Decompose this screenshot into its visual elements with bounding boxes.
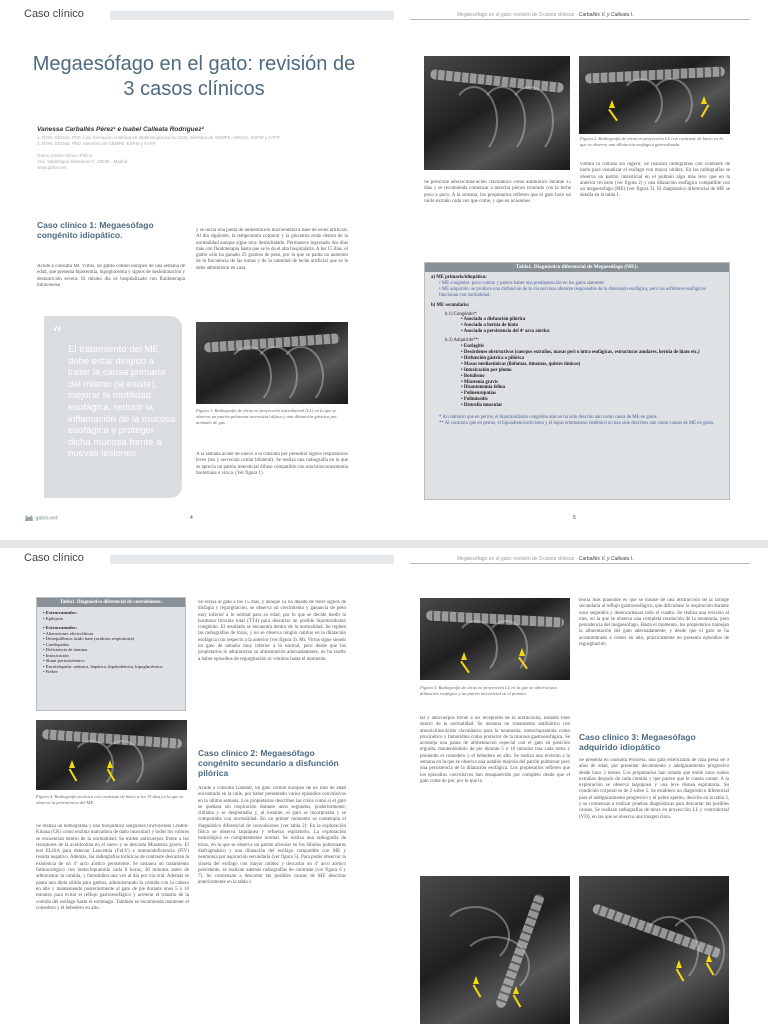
arrow-marker-icon <box>513 986 519 994</box>
table1-b1-item: • Asociado a disfunción pilórica <box>461 317 526 323</box>
running-header: Megaesófago en el gato: revisión de 3 casos clínicos · Carballés V. y Calleata I. <box>457 12 634 18</box>
cat-logo-icon <box>24 514 34 522</box>
table1-b2-item: • Polineuropatías <box>461 391 497 397</box>
section-header-left: Caso clínico <box>24 552 84 564</box>
page4-col2-text-bottom: A la semana acude de nuevo a la consulta por presentar signos respiratorios leves (tos y secreción ocular bilateral). Se realiza una radiografía en la que se aprecia un patrón intersticial difuso compatible con una bronconeumonía bacteriana o vírica. (Ver figura 1) <box>196 452 348 476</box>
address-line-1: Gatos Centro Clínico Felino <box>37 153 93 158</box>
arrow-marker-icon <box>519 648 525 656</box>
case3-heading: Caso clínico 3: Megaesófago adquirido idiopático <box>579 732 696 752</box>
page7-col2-text-bottom: Se presenta en consulta Princesa, una gata esterilizada de raza persa de 9 años de edad, por presentar decaimiento y adelgazamiento progresivo desde hace 3 meses. Los propietarios han notado que emite unos ruidos extraños después de cada comida y que parece que le cuesta comer. A la exploración se observa taquipnea y una leve disnea espiratoria. Su condición corporal es de 2 sobre 5. Se establece un diagnóstico diferencial para el adelgazamiento progresivo y el pobre apetito, descrito en la tabla 3, y se comienzan a realizar pruebas diagnósticas para descartar las posibles causas. Se realizan radiografías de tórax en proyección LL y ventrodorsal (VD), en las que se observa una imagen clara <box>579 758 729 820</box>
article-title: Megaesófago en el gato: revisión de 3 casos clínicos <box>32 53 356 100</box>
case2-heading: Caso clínico 2: Megaesófago congénito secundario a disfunción pilórica <box>198 748 339 778</box>
arrow-marker-icon <box>701 96 707 104</box>
pull-quote-text: El tratamiento del ME debe estar dirigido a tratar la causa primaria del mismo (si existe), mejorar la motilidad esofágica, reducir la inflamación de la mucosa esofágica y proteger dicha mucosa frente a nuevas lesiones <box>68 344 176 460</box>
figure2-xray-a <box>424 56 570 170</box>
table2-item: • Encefalopatía: urémica, hepática, hipokalémica, hipoglucémica. <box>43 663 164 669</box>
publisher-logo <box>24 514 58 522</box>
figure5-xray <box>420 598 570 680</box>
running-header-title: Megaesófago en el gato: revisión de 3 casos clínicos <box>457 12 575 18</box>
figure4-caption: Figura 4. Radiografía torácica con contraste de bario a los 15 días en la que se observa la persistencia del ME. <box>36 794 184 805</box>
page6-col2-text-bottom: Acude a consulta Gandalf, un gato común europeo de un mes de edad encontrado en la calle, por haber presentado varios episodios convulsivos en la última semana. Los propietarios describen las crisis como si el gato se quedara sin respiración durante unos segundos, posteriormente, chillaba y se desplomaba y, al instante, el gato se incorporaba y se comportaba con normalidad. En un primer momento se contempla el diagnóstico diferencial de convulsiones (ver tabla 2): En la exploración física se observa taquipnea y refuerzo espiratorio. La exploración neurológica es completamente normal. Se realiza una radiografía de tórax, en la que se observa un patrón alveolar en los lóbulos pulmonares diafragmático y una dilatación del esófago compatible con ME y neumonía por aspiración secundaria (ver figura 5). Para poder observar la silueta del esófago con mayor nitidez y descartar un 4º arco aórtico persistente, se realizan además radiografías de contraste (ver figura 6 y 7). Se comienzan a descartar las posibles causas de ME descritas anteriormente en la tabla 1. <box>198 786 346 886</box>
table2-title: Tabla1. Diagnóstico diferencial de convulsiones: <box>37 598 185 607</box>
section-header-left: Caso clínico <box>24 8 84 20</box>
page5-col1-text: Se prescribe amoxicilina-ácido clavulánico como antibiótico durante 15 días y se recomienda comenzar a mezclar pienso triturado con la leche poco a poco. A la semana, los propietarios refieren que el gato hace un ruido extraño cada vez que come, y que en ocasiones <box>424 180 571 204</box>
figure6-xray <box>420 876 570 1024</box>
figure1-xray <box>196 322 348 404</box>
table2-item: • Deficiencia de tiamina <box>43 647 88 652</box>
table1-b2-item: • Masas mediastínicas (linfomas, timomas, quistes tímicos) <box>461 361 581 367</box>
page6-col2-text-top: Se revisa al gato a los 15 días, y aunque ya ha dejado de tener signos de disfagia y regurgitación, se observa un crecimiento y ganancia de peso muy inferior a lo normal para su edad, por lo que se decide medir la hormona tiroxina total (TT4) para descartar un posible hipotiroidismo congénito. El resultado se encuentra dentro de la normalidad. Se repiten las radiografías de tórax, y no se observa ningún cambio en la dilatación esofágica con respecto a la anterior (ver figura 4). Mr. Virtus sigue siendo un gato de tamaño muy inferior a lo normal, pero desde que los propietarios le administran su alimentación adecuadamente, no ha vuelto a haber episodios de regurgitación ni vómitos hasta el momento. <box>198 600 346 662</box>
address-line-2: Avd. Valdelagua Sistemas nº, 28035 - Madrid <box>37 159 128 164</box>
table2-seizure-differential <box>36 597 186 711</box>
affiliation-1: 1. DVM, GEOad, PhD. Lvd. formación continua en oftalmología por la UCM, miembro de GEMFE, AMVAC, ESFM y AAFP. <box>37 135 281 140</box>
page7-col1-text: tal y anticuerpos frente a los receptores de la acetilcolina, estando todo dentro de la normalidad. Se instaura un tratamiento antibiótico con amoxicilina-ácido clavulánico para la neumonía, metoclopramida como procinético y famotidina como protector de la mucosa gastroesofágica. Se aconseja una pauta de alimentación especial con el gato en posición erguida, manteniéndolo de pie durante 5 o 10 minutos tras cada toma y poniendo el comedero y el bebedero en alto. Se realiza una revisión a la semana en la que se observa una notable mejoría del patrón pulmonar pero una persistencia de la dilatación esofágica. Los propietarios refieren que los episodios convulsivos han desaparecido por completo desde que el gato come de pie; por lo que la <box>420 716 570 784</box>
page6-col1-text: Se realiza un hemograma y una bioquímica sanguínea (incluyendo Creatin-Kinasa (CK) como enzima marcadora de daño muscular) y todos los valores se encuentran dentro de la normalidad. Se miden anticuerpos frente a los receptores de la acetilcolina en el suero y se descarta Miastenia gravis. El test ELISA para detectar Leucemia (FeLV) e inmunodeficiencia (FIV) resulta negativo. Además, las radiografías torácicas de contraste descartan la existencia de un 4º arco aórtico persistente. Se instaura un tratamiento farmacológico con metoclopramida cada 8 horas, 30 minutos antes de administrar la comida, y famotidina una vez al día por vía oral. Además se pauta una dieta sólida para gatitos, administrando la comida con la cabeza en alto y manteniendo posteriormente al gato de pie durante unos 5 o 10 minutos para evitar el reflujo gastroesofágico y acelerar el tránsito de la comida del esófago hasta el estómago. También se recomienda mantener el comedero y el bebedero en alto. <box>36 824 189 911</box>
page-number-right: 5 <box>573 515 576 521</box>
header-rule-right <box>410 19 750 20</box>
arrow-marker-icon <box>461 652 467 660</box>
page4-col2-text-top: y se inicia una pauta de alimentación microenteral a base de leche artificial. Al día siguiente, la temperatura corporal y la glucemia están dentro de la normalidad aunque sigue muy deshidratado. Permanece ingresado dos días más con fluidoterapia hasta que se le da el alta hospitalaria. A los 15 días, el gatito sólo ha ganado 25 gramos de peso, por lo que se pauta un aumento de la frecuencia de las tomas y de la cantidad de leche artificial que se le debe administrar en casa. <box>196 228 348 271</box>
arrow-marker-icon <box>107 760 113 768</box>
figure2-xray-b <box>579 56 730 134</box>
table1-b2-item: • Disfunción gástrica o pilórica <box>461 355 524 361</box>
figure7-xray <box>579 876 729 1024</box>
table1-a-item: • ME adquirido: se produce una disfunción de la vía nerviosa aferente responsable de la distensión esofágica, pero los esfínteres esofágicos funcionan con normalidad. <box>439 286 706 298</box>
affiliation-2: 2. DVM, GEOad, PhD. miembro de GEMFE, ESFM y AAFP. <box>37 141 157 146</box>
figure5-caption: Figura 5. Radiografía de tórax en proyección LL en la que se observa una dilatación esofágica y un patrón intersticial en el pulmón. <box>420 685 557 696</box>
running-header-authors: Carballés V. y Calleata I. <box>578 12 634 18</box>
quote-mark-icon: “ <box>52 322 63 346</box>
arrow-marker <box>608 109 618 122</box>
publisher-logo-text: gatos.net <box>35 515 58 522</box>
table1-b2-item: • Botulismo <box>461 373 485 379</box>
header-rule-right <box>410 563 750 564</box>
table2-item: • Shunt portosistémico <box>43 658 85 663</box>
arrow-marker-icon <box>473 976 479 984</box>
case1-intro-text: Acude a consulta Mr. Virtus, un gatito común europeo de una semana de edad, que presenta hipotermia, hipoglucemia y signos de deshidratación y desnutrición severa. El mismo día es hospitalizado con fluidoterapia intravenosa <box>37 264 185 288</box>
table1-b2-item: • Esofagitis <box>461 344 484 350</box>
table1-title: Tabla1. Diagnóstico diferencial de Megaesófago (ME): <box>425 263 729 272</box>
running-header-title: Megaesófago en el gato: revisión de 3 casos clínicos <box>457 556 575 562</box>
table2-item: • Intoxicación <box>43 652 69 658</box>
table2-item: • Cardiopatías <box>43 641 69 647</box>
page5-col2-text: vomita la comida sin digerir. Se realizan radiografías con contraste de bario para visualizar el esófago con mayor nitidez. En las radiografías se observa un patrón intersticial en el pulmón algo más leve que en la anterior revisión (ver figura 2) y una dilatación esofágica compatible con un megaesófago (ME) (ver figura 3). El diagnóstico diferencial de ME se detalla en la tabla 1. <box>580 162 730 199</box>
arrow-marker-icon <box>609 100 615 108</box>
page7-col2-text-top: teoría más plausible es que se tratase de una obstrucción de la faringe secundaria al reflujo gastroesofágico, que dificultase la respiración durante unos segundos y desencadenara todo el cuadro. Se realiza una revisión al mes, en la que se observa una completa resolución de la neumonía, pero persistencia del megaesófago. Hasta el momento, los propietarios manejan la alimentación del gato adecuadamente, y desde que el gato se ha acostumbrado a comer en alto, prácticamente no presenta episodios de regurgitación. <box>579 598 729 648</box>
table1-a-item: • ME congénito: poco común y parece haber una predisposición en los gatos siameses <box>439 280 604 286</box>
table2-item: • Desequilibrios ácido base (acidosis respiratoria) <box>43 636 135 641</box>
arrow-marker <box>513 994 522 1007</box>
table1-b1-heading: b.1) Congénito*: <box>445 311 478 317</box>
table1-b2-item: • Desórdenes obstructivos (cuerpos extraños, masas peri o intra esofágicas, estructuras anulares, hernia de hiato etc.) <box>461 349 700 355</box>
running-header-authors: Carballés V. y Calleata I. <box>578 556 634 562</box>
table2-item: • Fiebre <box>43 669 58 674</box>
table2-item: • Extracraneales: <box>43 625 77 630</box>
arrow-marker-icon <box>676 960 682 968</box>
figure2-caption: Figura 2. Radiografía de tórax en proyección LL con contraste de bario en la que se observa una dilatación esofágica generalizada. <box>580 136 723 147</box>
table1-b2-item: • Miastenia gravis <box>461 379 498 385</box>
table2-item: • Alteraciones electrolíticas <box>43 630 94 636</box>
table2-item: • Extracraneales: <box>43 610 77 615</box>
spread-pages-6-7 <box>0 548 768 1024</box>
table2-item: • Epilepsia <box>43 615 63 621</box>
table1-b-heading: b) ME secundario: <box>431 302 470 308</box>
arrow-marker-icon <box>69 760 75 768</box>
header-bar-left <box>110 11 394 20</box>
table1-b2-item: • Distrofia muscular <box>461 403 503 409</box>
article-authors: Vanessa Carballés Pérez¹ e Isabel Calleata Rodríguez² <box>37 126 204 133</box>
table1-footnote: ** Al contrario que en perros, el hipoadrenocorticismo y el lupus eritematoso sistémico no han sido descritos aún como causas de ME en gatos. <box>439 420 715 426</box>
address-line-3: www.gatos.net <box>37 165 67 170</box>
table1-b2-item: • Intoxicación por plomo <box>461 367 512 373</box>
case1-heading: Caso clínico 1: Megaesófago congénito idiopático. <box>37 220 154 240</box>
pull-quote <box>44 316 182 498</box>
table1-b2-heading: b.2) Adquirido**: <box>445 338 480 344</box>
table1-b1-item: • Asociado a persistencia del 4º arco aórtico <box>461 329 550 335</box>
figure4-xray <box>36 720 187 790</box>
page-number-left: 4 <box>190 515 193 521</box>
arrow-marker-icon <box>706 954 712 962</box>
table1-footnote: * Al contrario que en perros, el hipotiroidismo congénito aún no ha sido descrito aún como causa de ME en gatos. <box>439 415 658 421</box>
table1-b1-item: • Asociado a hernia de hiato <box>461 323 518 329</box>
spread-divider <box>0 540 768 548</box>
running-header: Megaesófago en el gato: revisión de 3 casos clínicos · Carballés V. y Calleata I. <box>457 556 634 562</box>
table1-a-heading: a) ME primario/idiopático: <box>431 275 487 280</box>
table1-b2-item: • Polimiositis <box>461 397 488 403</box>
header-bar-left <box>110 555 394 564</box>
figure1-caption: Figura 1. Radiografía de tórax en proyección laterolateral (LL) en la que se observa un patrón pulmonar intersticial difuso y una dilatación gástrica por acúmulo de gas. <box>196 408 337 425</box>
arrow-marker <box>701 104 710 117</box>
table1-differential-diagnosis <box>424 262 730 500</box>
table1-b2-item: • Disautonomía felina <box>461 385 506 391</box>
